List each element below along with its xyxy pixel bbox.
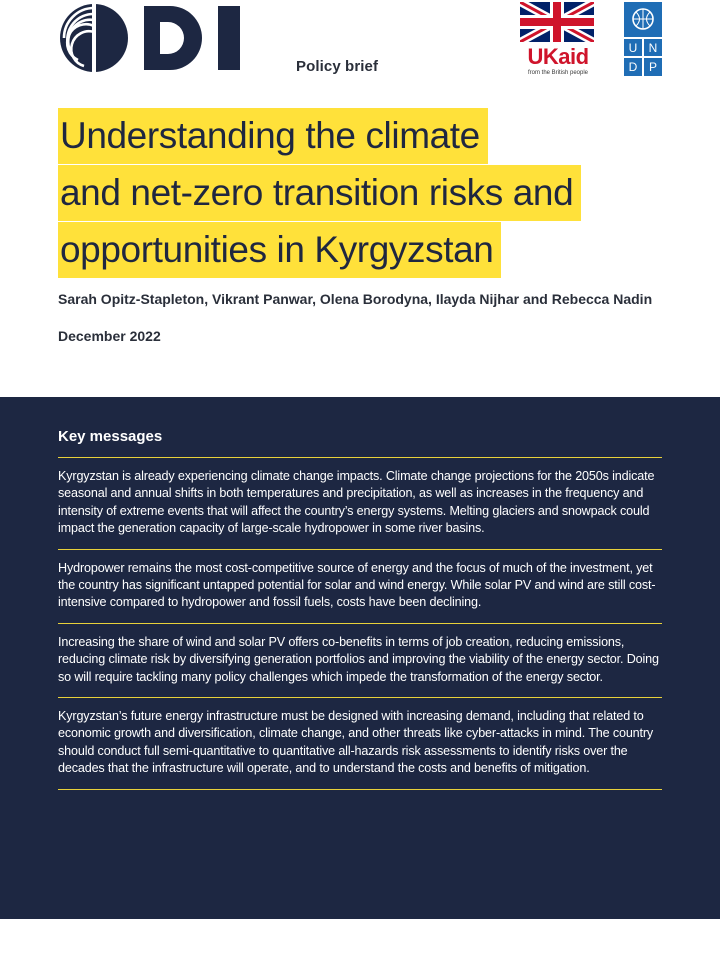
key-message-item: Increasing the share of wind and solar PV offers co-benefits in terms of job creation, reducing emissions, reducing climate risk by diversifying generation portfolios and improving the viability of the energy sector. Doing so will require tackling many policy challenges which impede the transformation of the energy sector. [58, 634, 659, 684]
page-footer-margin [0, 919, 720, 960]
title-line-2: and net-zero transition risks and [58, 165, 581, 221]
document-title [58, 108, 618, 279]
ukaid-logo-text: UKaid [527, 44, 589, 69]
svg-text:N: N [648, 41, 658, 55]
key-message-item: Hydropower remains the most cost-competitive source of energy and the focus of much of the investment, yet the country has significant untapped potential for solar and wind energy. While solar PV and wind are still cost-intensive compared to hydropower and fossil fuels, costs have been declining. [58, 560, 656, 610]
key-message-item: Kyrgyzstan’s future energy infrastructure must be designed with increasing demand, including that related to economic growth and diversification, climate change, and other threats like cyber-attacks in mind. The country should conduct full semi-quantitative to quantitative all-hazards risk assessments to identify risks over the decades that the infrastructure will operate, and to understand the costs and benefits of mitigation. [58, 709, 654, 776]
title-line-3: opportunities in Kyrgyzstan [58, 222, 501, 278]
document-type-label: Policy brief [296, 58, 379, 75]
divider [58, 789, 662, 790]
authors: Sarah Opitz-Stapleton, Vikrant Panwar, Olena Borodyna, Ilayda Nijhar and Rebecca Nadin [58, 291, 653, 307]
undp-logo [624, 2, 662, 76]
publication-date: December 2022 [58, 328, 161, 344]
header [0, 0, 720, 100]
svg-text:D: D [628, 60, 638, 74]
uk-flag-icon [520, 2, 594, 42]
key-messages-heading: Key messages [58, 428, 163, 445]
odi-logo [58, 0, 250, 76]
ukaid-tagline: from the British people [527, 70, 589, 76]
key-messages-panel [0, 397, 720, 919]
svg-text:P: P [648, 60, 658, 74]
title-line-1: Understanding the climate [58, 108, 488, 164]
svg-text:ODI: ODI [58, 0, 60, 1]
key-messages-list [58, 457, 662, 790]
key-message-item: Kyrgyzstan is already experiencing climate change impacts. Climate change projections for the 2050s indicate seasonal and annual shifts in both temperatures and precipitation, as well as increases in the frequency and intensity of extreme events that will affect the country’s energy systems. Melting glaciers and snowpack could impact the generation capacity of large-scale hydropower in some river basins. [58, 469, 655, 536]
svg-text:U: U [628, 41, 638, 55]
